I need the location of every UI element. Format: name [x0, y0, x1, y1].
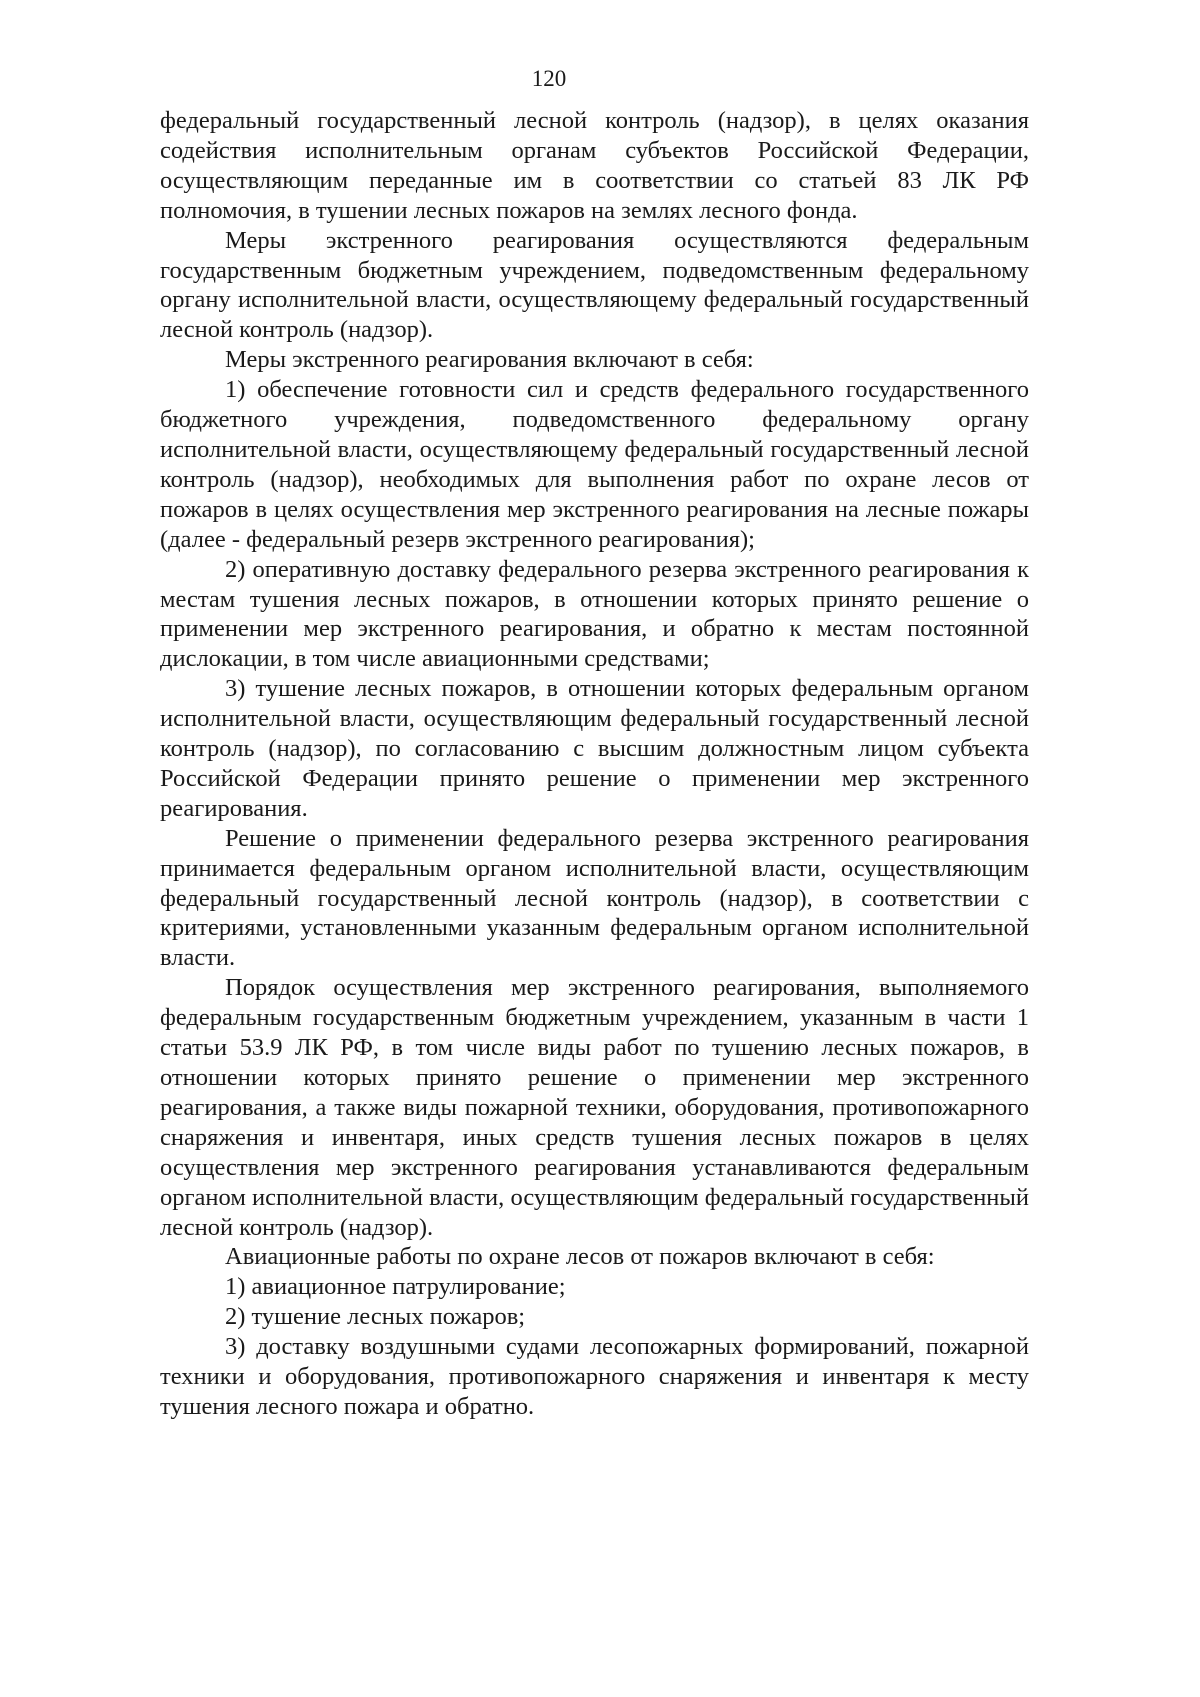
list-item-1-readiness: 1) обеспечение готовности сил и средств федерального государственного бюджетного учреждения, подведомственного федеральному органу исполнительной власти, осуществляющему федеральный государственный лесной контроль (надзор), необходимых для выполнения работ по охране лесов от пожаров в целях осуществления мер экстренного реагирования на лесные пожары (далее - федеральный резерв экстренного реагирования);: [160, 376, 1029, 553]
list-item-3-extinguishing: 3) тушение лесных пожаров, в отношении которых федеральным органом исполнительной власти, осуществляющим федеральный государственный лесной контроль (надзор), по согласованию с высшим должностным лицом субъекта Российской Федерации принято решение о применении мер экстренного реагирования.: [160, 675, 1029, 822]
list-item-2-delivery: 2) оперативную доставку федерального резерва экстренного реагирования к местам тушения лесных пожаров, в отношении которых принято решение о применении мер экстренного реагирования, и обратно к местам постоянной дислокации, в том числе авиационными средствами;: [160, 555, 1029, 673]
paragraph-measures-include: Меры экстренного реагирования включают в себя:: [225, 346, 754, 374]
aviation-item-3-delivery: 3) доставку воздушными судами лесопожарных формирований, пожарной техники и оборудования, противопожарного снаряжения и инвентаря к месту тушения лесного пожара и обратно.: [160, 1333, 1029, 1420]
page-number: 120: [531, 66, 567, 91]
paragraph-procedure: Порядок осуществления мер экстренного реагирования, выполняемого федеральным государственным бюджетным учреждением, указанным в части 1 статьи 53.9 ЛК РФ, в том числе виды работ по тушению лесных пожаров, в отношении которых принято решение о применении мер экстренного реагирования, а также виды пожарной техники, оборудования, противопожарного снаряжения и инвентаря, иных средств тушения лесных пожаров в целях осуществления мер экстренного реагирования устанавливаются федеральным органом исполнительной власти, осуществляющим федеральный государственный лесной контроль (надзор).: [160, 974, 1029, 1241]
paragraph-continuation: федеральный государственный лесной контроль (надзор), в целях оказания содействия исполнительным органам субъектов Российской Федерации, осуществляющим переданные им в соответствии со статьей 83 ЛК РФ полномочия, в тушении лесных пожаров на землях лесного фонда.: [160, 107, 1029, 224]
aviation-item-2-extinguishing: 2) тушение лесных пожаров;: [225, 1303, 526, 1331]
paragraph-emergency-measures: Меры экстренного реагирования осуществляются федеральным государственным бюджетным учреждением, подведомственным федеральному органу исполнительной власти, осуществляющему федеральный государственный лесной контроль (надзор).: [160, 226, 1029, 344]
aviation-item-1-patrol: 1) авиационное патрулирование;: [225, 1273, 566, 1301]
paragraph-aviation-works: Авиационные работы по охране лесов от пожаров включают в себя:: [225, 1243, 935, 1271]
document-body: [160, 106, 1029, 1422]
paragraph-decision: Решение о применении федерального резерва экстренного реагирования принимается федеральным органом исполнительной власти, осуществляющим федеральный государственный лесной контроль (надзор), в соответствии с критериями, установленными указанным федеральным органом исполнительной власти.: [160, 824, 1029, 972]
